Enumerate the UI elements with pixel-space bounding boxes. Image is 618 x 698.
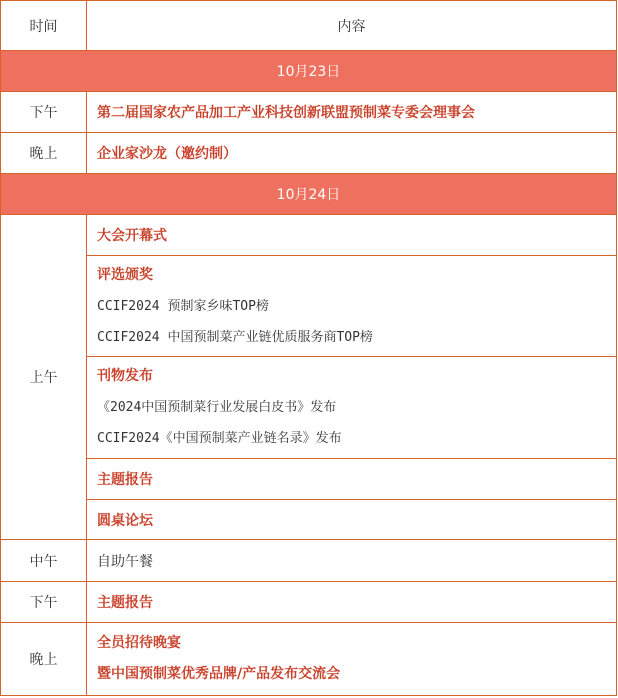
date-label: 10月24日: [1, 174, 617, 215]
time-cell: 上午: [1, 215, 87, 540]
event-title: 大会开幕式: [87, 215, 617, 256]
table-row: [1, 500, 617, 540]
date-label: 10月23日: [1, 51, 617, 92]
time-cell: 下午: [1, 582, 87, 623]
event-item: CCIF2024《中国预制菜产业链名录》发布: [97, 431, 342, 446]
time-cell: 晚上: [1, 133, 87, 174]
event-title: 刊物发布: [97, 368, 153, 384]
time-cell: 中午: [1, 540, 87, 582]
header-content: 内容: [87, 1, 617, 51]
publication-cell: [87, 357, 617, 459]
table-row: [1, 256, 617, 357]
date-row: [1, 174, 617, 215]
time-cell: 下午: [1, 92, 87, 133]
event-item: 《2024中国预制菜行业发展白皮书》发布: [97, 400, 337, 415]
table-row: [1, 215, 617, 256]
event-title: 圆桌论坛: [87, 500, 617, 540]
table-row: [1, 357, 617, 459]
header-row: [1, 1, 617, 51]
event-title: 企业家沙龙（邀约制）: [87, 133, 617, 174]
event-title: 暨中国预制菜优秀品牌/产品发布交流会: [97, 666, 341, 682]
date-row: [1, 51, 617, 92]
award-cell: [87, 256, 617, 357]
event-item: CCIF2024 中国预制菜产业链优质服务商TOP榜: [97, 329, 373, 345]
header-time: 时间: [1, 1, 87, 51]
event-title: 评选颁奖: [97, 266, 153, 283]
table-row: [1, 623, 617, 696]
event-title: 全员招待晚宴: [97, 635, 181, 651]
event-title: 自助午餐: [87, 540, 617, 582]
table-row: [1, 459, 617, 500]
table-row: [1, 582, 617, 623]
table-row: [1, 133, 617, 174]
event-title: 主题报告: [87, 582, 617, 623]
time-cell: 晚上: [1, 623, 87, 696]
event-item: CCIF2024 预制家乡味TOP榜: [97, 298, 269, 314]
table-row: [1, 92, 617, 133]
event-title: 第二届国家农产品加工产业科技创新联盟预制菜专委会理事会: [87, 92, 617, 133]
event-title: 主题报告: [87, 459, 617, 500]
evening-cell: [87, 623, 617, 696]
table-row: [1, 540, 617, 582]
